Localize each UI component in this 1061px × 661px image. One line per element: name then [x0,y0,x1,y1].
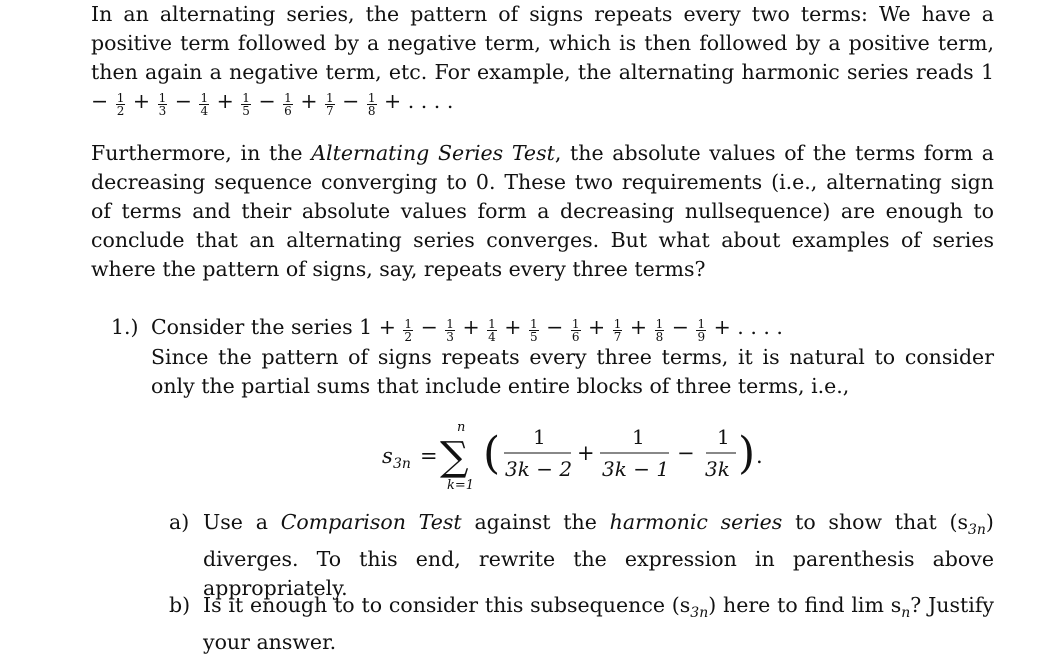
subscript: n [901,605,911,622]
emphasis-alternating-series-test: Alternating Series Test [311,141,555,165]
term1-denominator: 3k − 2 [505,457,573,481]
part-b-t2: ) here to find lim s [708,593,902,617]
fraction: $\frac{1}{6}$ [284,91,292,118]
part-a-t1: Use a [203,510,268,534]
sum-sigma: ∑ [440,434,469,480]
emphasis-comparison-test: Comparison Test [280,510,462,534]
series-ellipsis: + . . . . [384,89,454,113]
paragraph1-text: In an alternating series, the pattern of signs repeats every two terms: We have a positive term followed by a negative term, which is then followed by a positive term, then again a negative term, etc. For example, the alternating harmonic series reads 1 − [91,2,994,113]
term3-numerator: 1 [717,425,730,449]
paragraph-alternating-series-test [91,139,994,284]
subscript: 3n [690,605,709,622]
emphasis-harmonic-series: harmonic series [609,510,783,534]
fraction: $\frac{1}{8}$ [367,91,376,118]
formula-equals: = [420,444,438,468]
fraction: $\frac{1}{9}$ [697,317,706,344]
term1-numerator: 1 [533,425,546,449]
fraction: $\frac{1}{7}$ [613,317,622,344]
fraction: $\frac{1}{5}$ [242,91,250,118]
part-b-t1: Is it enough to to consider this subsequence (s [203,593,691,617]
formula-lhs: s [382,444,393,468]
fraction: $\frac{1}{4}$ [488,317,496,344]
problem-text: Since the pattern of signs repeats every three terms, it is natural to consider only the partial sums that include entire blocks of three terms, i.e., [151,345,994,398]
term2-denominator: 3k − 1 [602,457,670,481]
term2-numerator: 1 [632,425,645,449]
fraction: $\frac{1}{8}$ [655,317,664,344]
plus-sign: + [577,441,595,465]
formula-lhs-subscript: 3n [393,456,411,472]
partial-sum-formula-tail [700,418,780,498]
fraction: $\frac{1}{5}$ [530,317,538,344]
part-b-label: b) [169,593,191,617]
fraction: $\frac{1}{7}$ [326,91,334,118]
part-b-t3: ? Justify your answer. [203,593,994,655]
fraction: $\frac{1}{2}$ [404,317,413,344]
fraction: $\frac{1}{2}$ [116,91,125,118]
sum-lower-limit: k=1 [447,478,475,493]
paragraph2-text-a: Furthermore, in the [91,141,303,165]
part-b-text [203,591,994,657]
fraction: $\frac{1}{4}$ [200,91,209,118]
problem-number: 1.) [111,315,139,339]
paragraph2-text-b: , the absolute values of the terms form a decreasing sequence converging to 0. These two requirements (i.e., alternating sign of terms and their absolute values form a decreasing nullsequence) are enough to conclude that an alternating series converges. But what about examples of series where the pattern of signs, say, repeats every three terms? [91,141,994,281]
paragraph-alternating-series: In an alternating series, the pattern of signs repeats every two terms: We have a positive term followed by a negative term, which is then followed by a positive term, then again a negative term, etc. For example, the alternating harmonic series reads 1 − $\frac{1}{2}$ + $\frac{1}{3}$ − $\frac{1}{4}$ + $\frac{1}{5}$ − $\frac{1}{6}$ + $\frac{1}{7}$ − $\frac{1}{8}$ + . . . . [91,2,994,118]
fraction: $\frac{1}{3}$ [446,317,454,344]
minus-sign: − [677,441,695,465]
part-a-t4: ) diverges. To this end, rewrite the expression in parenthesis above appropriately. [203,510,994,601]
fraction: $\frac{1}{6}$ [571,317,580,344]
sum-upper-limit: n [457,420,466,435]
term3-denominator: 3k [705,457,730,481]
part-a-t3: to show that (s [795,510,968,534]
left-paren: ( [483,428,501,479]
series-ellipsis: + . . . . [713,315,783,339]
problem-1-body: Consider the series 1 + $\frac{1}{2}$ − $\frac{1}{3}$ + $\frac{1}{4}$ + $\frac{1}{5}$ − $\frac{1}{6}$ + $\frac{1}{7}$ + $\frac{1}{8}$ − $\frac{1}{9}$ + . . . . Since the pattern of signs repeats every three terms, it is natural to consider only the partial sums that include entire blocks of three terms, i.e., [151,315,994,398]
right-paren: ) [738,428,756,479]
problem-intro: Consider the series 1 + [151,315,396,339]
part-a-t2: against the [474,510,597,534]
partial-sum-formula [290,418,710,498]
formula-end-period: . [756,444,763,468]
part-a-label: a) [169,510,190,534]
part-a-text [203,508,994,603]
fraction: $\frac{1}{3}$ [158,91,167,118]
subscript: 3n [967,522,986,539]
